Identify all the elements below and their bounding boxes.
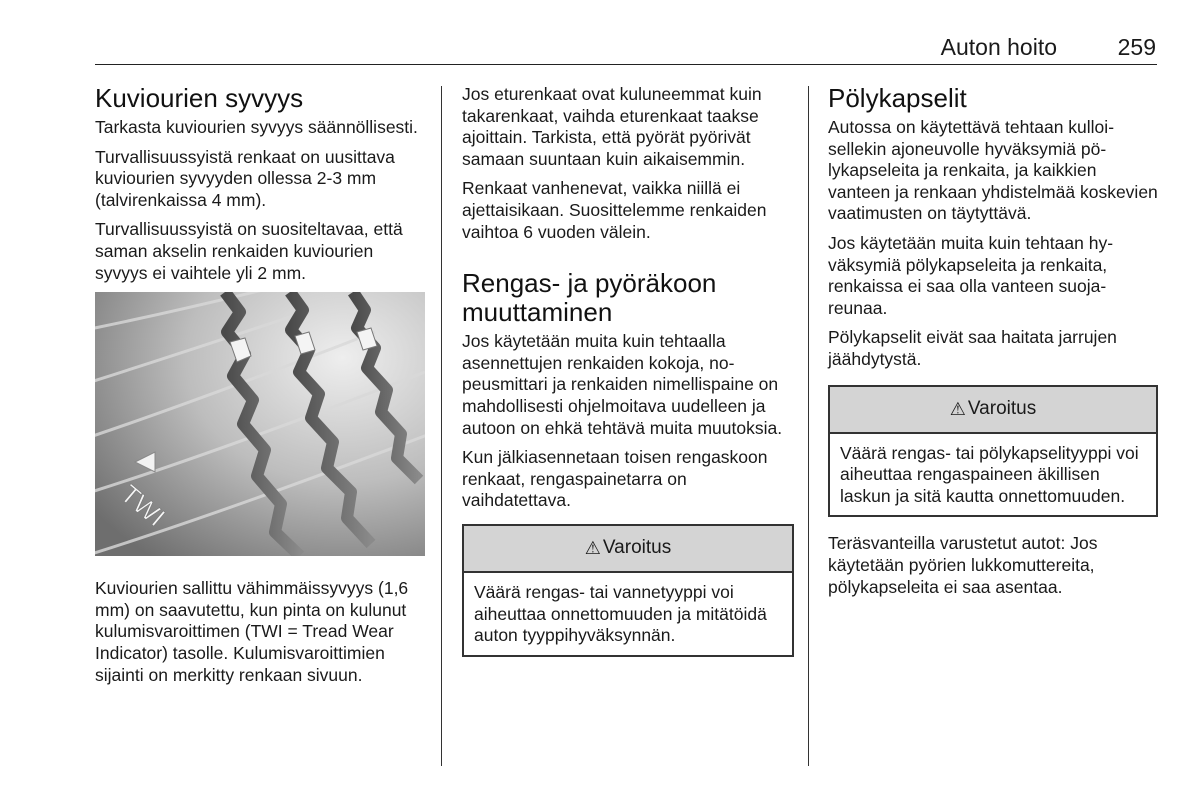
- section-heading-tire-size: Rengas- ja pyöräkoon muuttaminen: [462, 268, 717, 328]
- warning-box: [462, 524, 794, 657]
- section-heading-hubcaps: Pölykapselit: [828, 83, 967, 113]
- paragraph: Autossa on käytettävä tehtaan kulloisellekin ajoneuvolle hyväksymiä pölykapseleita ja renkaita, ja kaikkien vanteen ja renkaan yhdistelmää koskevien vaatimusten on täytyttävä.: [828, 117, 1158, 224]
- tire-tread-drawing: [95, 292, 425, 556]
- paragraph: Turvallisuussyistä on suositeltavaa, että saman akselin renkaiden kuviourien syvyys ei vaihtele yli 2 mm.: [95, 219, 403, 283]
- header-divider: [95, 64, 1157, 65]
- paragraph: Jos käytetään muita kuin tehtaan hyväksymiä pölykapseleita ja renkaita, renkaissa ei saa olla vanteen suojareunaa.: [828, 232, 1114, 318]
- warning-triangle-icon: ⚠: [584, 537, 601, 558]
- paragraph: Kuviourien sallittu vähimmäissyvyys (1,6 mm) on saavutettu, kun pinta on kulunut kulumisvaroittimen (TWI = Tread Wear Indicator) tasolle. Kulumisvaroittimien sijainti on merkitty renkaan sivuun.: [95, 578, 409, 685]
- warning-box: [828, 385, 1158, 518]
- warning-header: [830, 387, 1156, 434]
- page-header-title: Auton hoito: [940, 34, 1057, 60]
- section-heading-tread-depth: Kuviourien syvyys: [95, 83, 304, 113]
- column-divider-2: [808, 86, 809, 766]
- twi-label: TWI: [115, 478, 171, 533]
- paragraph: Jos käytetään muita kuin tehtaalla asennettujen renkaiden kokoja, nopeusmittari ja renkaiden nimellispaine on mahdollisesti ohjelmoitava uudelleen ja autoon on ehkä tehtävä muita muutoksia.: [462, 331, 783, 438]
- paragraph: Renkaat vanhenevat, vaikka niillä ei ajettaisikaan. Suosittelemme renkaiden vaihtoa 6 vuoden välein.: [462, 178, 767, 242]
- warning-title: Varoitus: [967, 398, 1037, 420]
- warning-title: Varoitus: [602, 537, 672, 559]
- paragraph: Teräsvanteilla varustetut autot: Jos käytetään pyörien lukkomuttereita, pölykapseleita ei saa asentaa.: [828, 533, 1098, 597]
- warning-header: [464, 526, 792, 573]
- paragraph: Kun jälkiasennetaan toisen rengaskoon renkaat, rengaspainetarra on vaihdatettava.: [462, 447, 768, 511]
- paragraph: Tarkasta kuviourien syvyys säännöllisesti.: [95, 117, 418, 137]
- warning-triangle-icon: ⚠: [949, 398, 966, 419]
- paragraph: Jos eturenkaat ovat kuluneemmat kuin takarenkaat, vaihda eturenkaat taakse ajoittain. Tarkista, että pyörät pyörivät samaan suuntaan kuin aikaisemmin.: [462, 84, 762, 169]
- tire-tread-illustration: [95, 292, 425, 556]
- page-number: 259: [1117, 34, 1156, 60]
- column-3: [828, 84, 1158, 606]
- column-2: [462, 84, 794, 673]
- paragraph: Pölykapselit eivät saa haitata jarrujen jäähdytystä.: [828, 327, 1117, 369]
- column-1: [95, 84, 430, 694]
- warning-text: Väärä rengas- tai vannetyyppi voi aiheuttaa onnettomuuden ja mitätöidä auton tyyppihyväksynnän.: [474, 581, 767, 646]
- warning-text: Väärä rengas- tai pölykapselityyppi voi aiheuttaa rengaspaineen äkillisen laskun ja sitä kautta onnettomuuden.: [840, 442, 1139, 506]
- column-divider-1: [441, 86, 442, 766]
- paragraph: Turvallisuussyistä renkaat on uusittava kuviourien syvyyden ollessa 2-3 mm (talvirenkaissa 4 mm).: [95, 146, 395, 210]
